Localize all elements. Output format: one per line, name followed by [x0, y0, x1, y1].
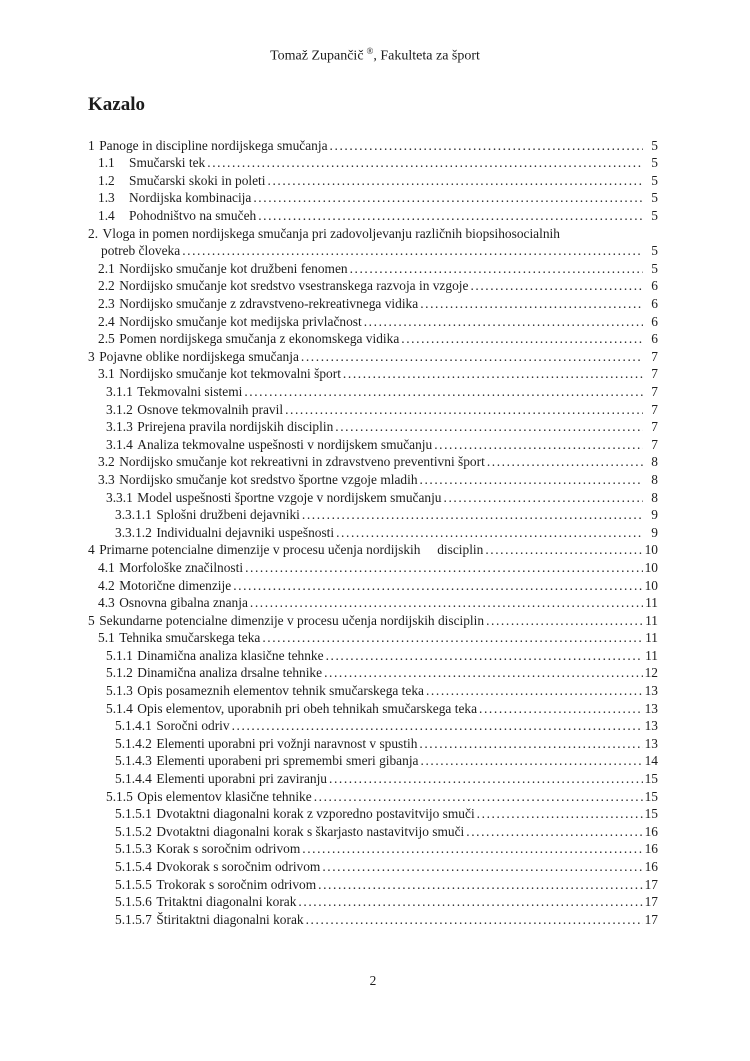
toc-entry-page: 16 [644, 823, 658, 839]
toc-dot-leader [298, 893, 643, 911]
toc-entry-title: Sekundarne potencialne dimenzije v procesu učenja nordijskih disciplin [99, 612, 485, 628]
toc-entry-title: Nordijsko smučanje kot sredstvo vsestranskega razvoja in vzgoje [119, 278, 469, 294]
toc-entry-title: Tekmovalni sistemi [137, 383, 243, 399]
toc-entry-page: 15 [644, 806, 658, 822]
toc-entry-number: 2. [88, 225, 99, 241]
toc-entry-title: Nordijsko smučanje kot medijska privlačnost [119, 313, 362, 329]
toc-entry-number: 5.1.5.5 [115, 876, 152, 892]
toc-dot-leader [314, 788, 643, 806]
toc-entry-number: 3.1.3 [106, 419, 133, 435]
toc-entry-number: 3.1 [98, 366, 115, 382]
toc-dot-leader [324, 664, 643, 682]
toc-entry-number: 5.1.5 [106, 788, 133, 804]
toc-dot-leader [336, 524, 643, 542]
toc-entry-number: 5 [88, 612, 95, 628]
toc-dot-leader [253, 189, 643, 207]
toc-entry-number: 2.2 [98, 278, 115, 294]
toc-entry-title: Individualni dejavniki uspešnosti [156, 524, 335, 540]
toc-entry-title: Nordijsko smučanje kot družbeni fenomen [119, 260, 348, 276]
toc-entry-page: 7 [651, 383, 658, 399]
toc-entry-title: Tehnika smučarskega teka [119, 630, 261, 646]
toc-entry-page: 7 [651, 401, 658, 417]
toc-dot-leader [302, 506, 643, 524]
toc-entry-title: Nordijska kombinacija [129, 190, 252, 206]
toc-entry-number: 5.1.5.1 [115, 806, 152, 822]
toc-entry-page: 7 [651, 366, 658, 382]
toc-entry[interactable] [88, 524, 658, 542]
toc-entry[interactable] [88, 172, 658, 190]
toc-entry[interactable] [88, 330, 658, 348]
toc-entry-page: 5 [651, 172, 658, 188]
toc-entry-number: 3.3 [98, 471, 115, 487]
toc-entry-title: potreb človeka [101, 243, 181, 259]
toc-entry-title: Korak s soročnim odrivom [156, 841, 301, 857]
toc-dot-leader [401, 330, 643, 348]
toc-entry-number: 1.2 [98, 172, 115, 188]
page-number: 2 [369, 973, 377, 989]
toc-entry-page: 17 [644, 876, 658, 892]
toc-entry-title: Smučarski tek [129, 155, 206, 171]
toc-entry-title: Dvotaktni diagonalni korak z vzporedno postavitvijo smuči [156, 806, 475, 822]
toc-dot-leader [364, 313, 643, 331]
toc-entry[interactable] [88, 225, 658, 243]
toc-entry-number: 4.3 [98, 595, 115, 611]
toc-entry-page: 13 [644, 718, 658, 734]
toc-entry-title: Osnove tekmovalnih pravil [137, 401, 284, 417]
toc-entry[interactable] [88, 506, 658, 524]
toc-dot-leader [350, 260, 643, 278]
toc-entry[interactable] [88, 577, 658, 595]
toc-entry-number: 5.1.3 [106, 683, 133, 699]
toc-dot-leader [258, 207, 643, 225]
toc-entry[interactable] [88, 313, 658, 331]
toc-dot-leader [466, 823, 643, 841]
toc-dot-leader [232, 717, 643, 735]
toc-entry-title: Dvotaktni diagonalni korak s škarjasto nastavitvijo smuči [156, 823, 465, 839]
toc-entry-page: 8 [651, 489, 658, 505]
toc-entry-number: 4 [88, 542, 95, 558]
toc-entry-number: 3.1.1 [106, 383, 133, 399]
toc-entry[interactable] [88, 647, 658, 665]
toc-dot-leader [335, 418, 643, 436]
toc-heading: Kazalo [88, 93, 145, 115]
toc-entry-page: 6 [651, 278, 658, 294]
toc-entry-page: 14 [644, 753, 658, 769]
toc-entry-number: 5.1 [98, 630, 115, 646]
toc-entry-title: Smučarski skoki in poleti [129, 172, 266, 188]
toc-entry[interactable] [88, 770, 658, 788]
author-affiliation: , Fakulteta za šport [373, 48, 480, 64]
toc-entry-number: 5.1.5.3 [115, 841, 152, 857]
toc-entry-title: Elementi uporabni pri vožnji naravnost v spustih [156, 735, 418, 751]
toc-entry[interactable] [88, 805, 658, 823]
toc-entry[interactable] [88, 594, 658, 612]
toc-entry-number: 3.2 [98, 454, 115, 470]
toc-entry-title: Model uspešnosti športne vzgoje v nordijskem smučanju [137, 489, 442, 505]
toc-entry-title: Analiza tekmovalne uspešnosti v nordijskem smučanju [137, 436, 433, 452]
toc-entry-page: 11 [645, 612, 658, 628]
toc-entry-number: 1.3 [98, 190, 115, 206]
toc-entry-number: 3.3.1 [106, 489, 133, 505]
toc-entry-page: 5 [651, 155, 658, 171]
toc-dot-leader [419, 735, 643, 753]
toc-entry[interactable] [88, 295, 658, 313]
registered-mark-icon: ® [366, 46, 374, 56]
toc-entry-number: 3.3.1.1 [115, 507, 152, 523]
toc-dot-leader [285, 401, 643, 419]
toc-entry-page: 5 [651, 243, 658, 259]
toc-entry-title: Nordijsko smučanje kot rekreativni in zdravstveno preventivni šport [119, 454, 485, 470]
toc-dot-leader [318, 876, 643, 894]
toc-entry[interactable] [88, 489, 658, 507]
toc-dot-leader [329, 770, 643, 788]
toc-entry[interactable] [88, 559, 658, 577]
toc-dot-leader [244, 383, 643, 401]
toc-dot-leader [421, 752, 644, 770]
toc-entry-title: Prirejena pravila nordijskih disciplin [137, 419, 334, 435]
toc-entry-page: 11 [645, 630, 658, 646]
toc-dot-leader [485, 541, 643, 559]
toc-entry[interactable] [88, 752, 658, 770]
toc-entry[interactable] [88, 242, 658, 260]
toc-dot-leader [301, 348, 643, 366]
toc-entry-page: 5 [651, 208, 658, 224]
toc-dot-leader [434, 436, 643, 454]
toc-entry-number: 5.1.4.4 [115, 771, 152, 787]
toc-entry[interactable] [88, 383, 658, 401]
toc-entry-title: Opis elementov, uporabnih pri obeh tehnikah smučarskega teka [137, 700, 478, 716]
toc-dot-leader [322, 858, 643, 876]
toc-dot-leader [306, 911, 643, 929]
toc-entry-title: Dinamična analiza klasične tehnke [137, 647, 324, 663]
toc-dot-leader [444, 489, 643, 507]
toc-entry-number: 5.1.4 [106, 700, 133, 716]
toc-entry-number: 5.1.5.2 [115, 823, 152, 839]
toc-dot-leader [420, 295, 643, 313]
toc-entry-page: 16 [644, 859, 658, 874]
toc-entry[interactable] [88, 348, 658, 366]
toc-entry-title: Opis posameznih elementov tehnik smučarskega teka [137, 683, 424, 699]
toc-entry-number: 5.1.5.7 [115, 911, 152, 927]
toc-entry[interactable] [88, 717, 658, 735]
toc-entry[interactable] [88, 788, 658, 806]
toc-entry-title: Nordijsko smučanje kot sredstvo športne vzgoje mladih [119, 471, 418, 487]
toc-entry-title: Pohodništvo na smučeh [129, 208, 257, 224]
toc-entry-title: Pomen nordijskega smučanja z ekonomskega vidika [119, 331, 400, 347]
author-name: Tomaž Zupančič [270, 48, 364, 64]
toc-dot-leader [326, 647, 643, 665]
toc-entry-number: 2.4 [98, 313, 115, 329]
toc-entry-page: 6 [651, 331, 658, 347]
toc-entry[interactable] [88, 893, 658, 911]
toc-entry-title: Motorične dimenzije [119, 577, 232, 593]
toc-dot-leader [268, 172, 643, 190]
toc-dot-leader [182, 242, 643, 260]
toc-entry-title: Dvokorak s soročnim odrivom [156, 859, 321, 874]
toc-entry-number: 5.1.2 [106, 665, 133, 681]
toc-entry-page: 8 [651, 454, 658, 470]
toc-entry-number: 1.4 [98, 208, 115, 224]
toc-entry-page: 17 [644, 911, 658, 927]
toc-entry[interactable] [88, 541, 658, 559]
toc-entry-page: 15 [644, 788, 658, 804]
toc-dot-leader [302, 840, 643, 858]
toc-entry[interactable] [88, 735, 658, 753]
toc-entry[interactable] [88, 154, 658, 172]
toc-dot-leader [487, 453, 643, 471]
toc-dot-leader [343, 365, 643, 383]
toc-entry-title: Elementi uporabeni pri spremembi smeri gibanja [156, 753, 419, 769]
toc-entry-number: 3.3.1.2 [115, 524, 152, 540]
toc-entry[interactable] [88, 401, 658, 419]
toc-entry-title: Trokorak s soročnim odrivom [156, 876, 317, 892]
toc-entry-title: Morfološke značilnosti [119, 559, 244, 575]
toc-entry-page: 9 [651, 524, 658, 540]
toc-entry-title: Splošni družbeni dejavniki [156, 507, 300, 523]
toc-entry-page: 7 [651, 419, 658, 435]
toc-entry-title: Štiritaktni diagonalni korak [156, 911, 304, 927]
toc-dot-leader [330, 137, 643, 155]
toc-entry-page: 16 [644, 841, 658, 857]
toc-entry-number: 2.1 [98, 260, 115, 276]
toc-entry[interactable] [88, 207, 658, 225]
page-content [88, 94, 658, 991]
toc-entry-title: Elementi uporabni pri zaviranju [156, 771, 327, 787]
toc-entry[interactable] [88, 664, 658, 682]
toc-entry-page: 5 [651, 137, 658, 153]
toc-dot-leader [470, 277, 643, 295]
toc-entry-number: 5.1.5.4 [115, 859, 152, 874]
toc-entry[interactable] [88, 700, 658, 718]
toc-entry-number: 4.1 [98, 559, 115, 575]
toc-entry-title: Osnovna gibalna znanja [119, 595, 248, 611]
toc-entry-page: 13 [644, 700, 658, 716]
toc-entry-page: 11 [645, 647, 658, 663]
toc-entry-page: 6 [651, 296, 658, 311]
toc-entry-number: 5.1.4.2 [115, 735, 152, 751]
toc-entry[interactable] [88, 189, 658, 207]
toc-entry[interactable] [88, 876, 658, 894]
toc-entry-page: 11 [645, 595, 658, 611]
toc-dot-leader [426, 682, 643, 700]
document-header [0, 42, 750, 66]
toc-entry-page: 15 [644, 771, 658, 787]
toc-entry[interactable] [88, 365, 658, 383]
toc-entry-title: Opis elementov klasične tehnike [137, 788, 312, 804]
toc-entry[interactable] [88, 629, 658, 647]
toc-entry-number: 3.1.4 [106, 436, 133, 452]
toc-entry-page: 5 [651, 190, 658, 206]
toc-entry[interactable] [88, 858, 658, 876]
toc-entry-title: Panoge in discipline nordijskega smučanja [99, 137, 328, 153]
toc-entry-number: 1.1 [98, 155, 115, 171]
toc-entry-title: Primarne potencialne dimenzije v procesu učenja nordijskih disciplin [99, 542, 484, 558]
toc-entry-number: 5.1.4.3 [115, 753, 152, 769]
toc-entry-page: 6 [651, 313, 658, 329]
toc-entry-title: Pojavne oblike nordijskega smučanja [99, 348, 299, 364]
toc-entry-page: 13 [644, 683, 658, 699]
toc-entry[interactable] [88, 682, 658, 700]
toc-entry[interactable] [88, 453, 658, 471]
toc-entry[interactable] [88, 823, 658, 841]
toc-dot-leader [486, 612, 643, 630]
toc-entry-title: Dinamična analiza drsalne tehnike [137, 665, 323, 681]
toc-entry-page: 7 [651, 436, 658, 452]
toc-entry-page: 9 [651, 507, 658, 523]
toc-entry-page: 8 [651, 471, 658, 487]
toc-entry-title: Nordijsko smučanje z zdravstveno-rekreativnega vidika [119, 296, 419, 311]
toc-dot-leader [479, 700, 643, 718]
toc-entry[interactable] [88, 911, 658, 929]
toc-entry[interactable] [88, 260, 658, 278]
toc-dot-leader [420, 471, 643, 489]
toc-entry[interactable] [88, 612, 658, 630]
toc-dot-leader [207, 154, 643, 172]
toc-entry-number: 3 [88, 348, 95, 364]
toc-entry-number: 2.5 [98, 331, 115, 347]
toc-entry-page: 17 [644, 894, 658, 910]
toc-entry-title: Tritaktni diagonalni korak [156, 894, 297, 910]
toc-entry-number: 1 [88, 137, 95, 153]
toc-dot-leader [245, 559, 643, 577]
toc-dot-leader [233, 577, 643, 595]
toc-entry-page: 5 [651, 260, 658, 276]
toc-entry-page: 13 [644, 735, 658, 751]
toc-dot-leader [262, 629, 643, 647]
toc-entry-page: 12 [644, 665, 658, 681]
toc-entry-page: 10 [644, 577, 658, 593]
toc-entry-number: 4.2 [98, 577, 115, 593]
toc-entry[interactable] [88, 277, 658, 295]
toc-list [88, 137, 658, 929]
toc-entry-number: 3.1.2 [106, 401, 133, 417]
toc-entry-number: 5.1.1 [106, 647, 133, 663]
toc-entry-page: 7 [651, 348, 658, 364]
toc-entry-number: 2.3 [98, 296, 115, 311]
toc-entry[interactable] [88, 137, 658, 155]
toc-entry[interactable] [88, 471, 658, 489]
toc-entry[interactable] [88, 840, 658, 858]
toc-entry-page: 10 [644, 542, 658, 558]
toc-entry-number: 5.1.5.6 [115, 894, 152, 910]
toc-entry-number: 5.1.4.1 [115, 718, 152, 734]
toc-entry[interactable] [88, 418, 658, 436]
toc-entry-title: Vloga in pomen nordijskega smučanja pri zadovoljevanju različnih biopsihosocialnih [102, 225, 560, 241]
toc-entry-page: 10 [644, 559, 658, 575]
toc-entry-title: Soročni odriv [156, 718, 230, 734]
toc-entry-title: Nordijsko smučanje kot tekmovalni šport [119, 366, 341, 382]
toc-entry[interactable] [88, 436, 658, 454]
toc-dot-leader [250, 594, 643, 612]
toc-dot-leader [477, 805, 643, 823]
